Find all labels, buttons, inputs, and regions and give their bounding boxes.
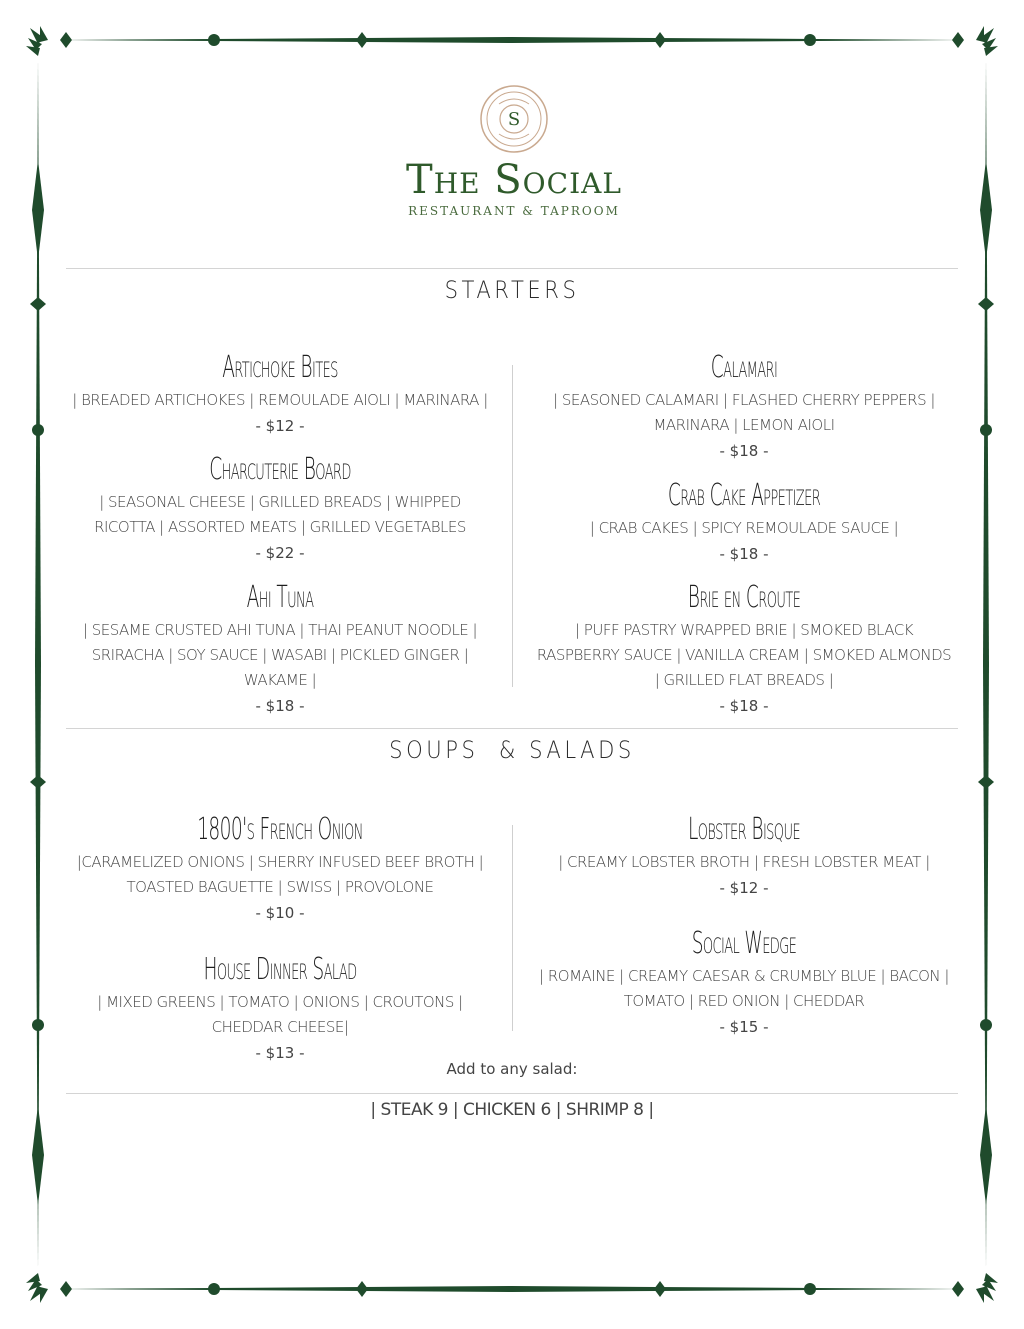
menu-item-price: - $18 - <box>719 442 769 460</box>
divider <box>66 1093 958 1094</box>
menu-item-name: Calamari <box>710 350 778 385</box>
menu-item-description: | SEASONAL CHEESE | GRILLED BREADS | WHIPPED RICOTTA | ASSORTED MEATS | GRILLED VEGETABLES <box>94 493 466 536</box>
menu-item-name: Charcuterie Board <box>209 452 351 487</box>
menu-item-price: - $15 - <box>719 1018 769 1036</box>
menu-item-name: Brie en Croute <box>687 580 801 615</box>
menu-item-description: | PUFF PASTRY WRAPPED BRIE | SMOKED BLACK RASPBERRY SAUCE | VANILLA CREAM | SMOKED ALMONDS | GRILLED FLAT BREADS | <box>536 621 952 689</box>
menu-item-price: - $12 - <box>719 879 769 897</box>
menu-item <box>70 450 490 566</box>
menu-item-name: Lobster Bisque <box>688 812 800 847</box>
menu-item <box>70 348 490 439</box>
divider <box>66 268 958 269</box>
monogram-emblem-icon <box>479 84 549 154</box>
menu-item-name: Crab Cake Appetizer <box>667 478 821 513</box>
menu-item <box>70 810 490 926</box>
menu-item-price: - $13 - <box>255 1044 305 1062</box>
divider <box>66 728 958 729</box>
menu-item <box>534 924 954 1040</box>
column-divider <box>512 365 513 687</box>
menu-item <box>534 810 954 901</box>
menu-item-price: - $10 - <box>255 904 305 922</box>
restaurant-logo <box>386 70 642 246</box>
menu-item-description: | CREAMY LOBSTER BROTH | FRESH LOBSTER MEAT | <box>558 853 930 871</box>
menu-item <box>534 578 954 719</box>
menu-item-name: Artichoke Bites <box>222 350 338 385</box>
menu-item-price: - $18 - <box>719 545 769 563</box>
monogram-letter: S <box>507 109 521 130</box>
menu-item-price: - $22 - <box>255 544 305 562</box>
section-title-soups-salads: SOUPS & SALADS <box>389 736 635 764</box>
menu-item <box>534 476 954 567</box>
menu-item-name: 1800's French Onion <box>197 812 363 847</box>
column-divider <box>512 825 513 1031</box>
menu-item <box>534 348 954 464</box>
menu-item-price: - $18 - <box>719 697 769 715</box>
menu-item-price: - $18 - <box>255 697 305 715</box>
brand-subtitle: RESTAURANT & TAPROOM <box>408 204 620 218</box>
menu-item-name: House Dinner Salad <box>203 952 357 987</box>
section-title-starters: STARTERS <box>444 276 580 304</box>
menu-item-description: | CRAB CAKES | SPICY REMOULADE SAUCE | <box>589 519 899 537</box>
brand-name: The Social <box>406 157 622 203</box>
menu-item-description: | SEASONED CALAMARI | FLASHED CHERRY PEPPERS | MARINARA | LEMON AIOLI <box>553 391 935 434</box>
menu-item-name: Social Wedge <box>691 926 797 961</box>
menu-item-price: - $12 - <box>255 417 305 435</box>
menu-item-description: | SESAME CRUSTED AHI TUNA | THAI PEANUT NOODLE | SRIRACHA | SOY SAUCE | WASABI | PICKLED GINGER | WAKAME | <box>82 621 478 689</box>
menu-item-description: | ROMAINE | CREAMY CAESAR & CRUMBLY BLUE | BACON | TOMATO | RED ONION | CHEDDAR <box>539 967 949 1010</box>
addon-items: | STEAK 9 | CHICKEN 6 | SHRIMP 8 | <box>370 1100 654 1120</box>
menu-item-name: Ahi Tuna <box>246 580 314 615</box>
menu-item <box>70 950 490 1066</box>
menu-item-description: | MIXED GREENS | TOMATO | ONIONS | CROUTONS | CHEDDAR CHEESE| <box>97 993 463 1036</box>
menu-item <box>70 578 490 719</box>
addon-label: Add to any salad: <box>446 1060 578 1078</box>
menu-item-description: | BREADED ARTICHOKES | REMOULADE AIOLI | MARINARA | <box>72 391 488 409</box>
menu-item-description: |CARAMELIZED ONIONS | SHERRY INFUSED BEEF BROTH | TOASTED BAGUETTE | SWISS | PROVOLONE <box>76 853 484 896</box>
